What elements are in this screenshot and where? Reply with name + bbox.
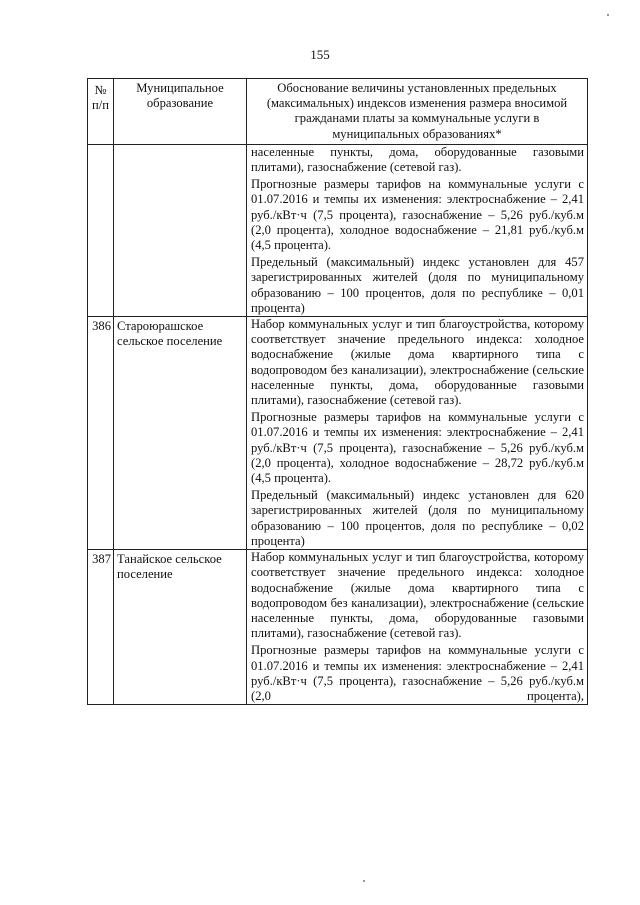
scan-speck [363,880,365,882]
paragraph-utilities: Набор коммунальных услуг и тип благоустройства, которому соответствует значение предельного индекса: холодное водоснабжение (жилые дома квартирного типа с водопроводом без канализации), электроснабжение (сельские населенные пункты, дома, оборудованные газовыми плитами), газоснабжение (сетевой газ). [251,550,584,641]
paragraph-index: Предельный (максимальный) индекс установлен для 620 зарегистрированных жителей (доля по муниципальному образованию – 100 процентов, доля по республике – 0,02 процента) [251,488,584,548]
table-row-continuation [88,144,588,316]
header-municipality: Муниципальное образование [114,79,247,145]
table-header-row [88,79,588,145]
paragraph-utilities: населенные пункты, дома, оборудованные газовыми плитами), газоснабжение (сетевой газ). [251,144,584,175]
page-number: 155 [310,47,330,62]
paragraph-tariffs: Прогнозные размеры тарифов на коммунальные услуги с 01.07.2016 и темпы их изменения: электроснабжение – 2,41 руб./кВт·ч (7,5 процента), газоснабжение – 5,26 руб./куб.м (2,0 процента), холодное водоснабжение – 21,81 руб./куб.м (4,5 процента). [251,177,584,253]
table-row [88,317,588,550]
justification-cell [247,144,588,316]
paragraph-tariffs: Прогнозные размеры тарифов на коммунальные услуги с 01.07.2016 и темпы их изменения: электроснабжение – 2,41 руб./кВт·ч (7,5 процента), газоснабжение – 5,26 руб./куб.м (2,0 процента), холодное водоснабжение – 28,72 руб./куб.м (4,5 процента). [251,410,584,486]
row-number: 386 [88,317,114,550]
municipality-empty [114,144,247,316]
municipality-name: Танайское сельское поселение [114,550,247,705]
municipality-name: Староюрашское сельское поселение [114,317,247,550]
paragraph-utilities: Набор коммунальных услуг и тип благоустройства, которому соответствует значение предельного индекса: холодное водоснабжение (жилые дома квартирного типа с водопроводом без канализации), электроснабжение (сельские населенные пункты, дома, оборудованные газовыми плитами), газоснабжение (сетевой газ). [251,317,584,408]
row-number: 387 [88,550,114,705]
table-row [88,550,588,705]
justification-cell [247,317,588,550]
scan-speck [607,14,609,16]
paragraph-tariffs: Прогнозные размеры тарифов на коммунальные услуги с 01.07.2016 и темпы их изменения: электроснабжение – 2,41 руб./кВт·ч (7,5 процента), газоснабжение – 5,26 руб./куб.м (2,0 процента), [251,643,584,703]
tariff-justification-table [87,78,588,705]
paragraph-index: Предельный (максимальный) индекс установлен для 457 зарегистрированных жителей (доля по муниципальному образованию – 100 процентов, доля по республике – 0,01 процента) [251,255,584,315]
header-number: № п/п [88,79,114,145]
justification-cell [247,550,588,705]
header-justification: Обоснование величины установленных предельных (максимальных) индексов изменения размера вносимой гражданами платы за коммунальные услуги в муниципальных образованиях* [247,79,588,145]
row-number-empty [88,144,114,316]
